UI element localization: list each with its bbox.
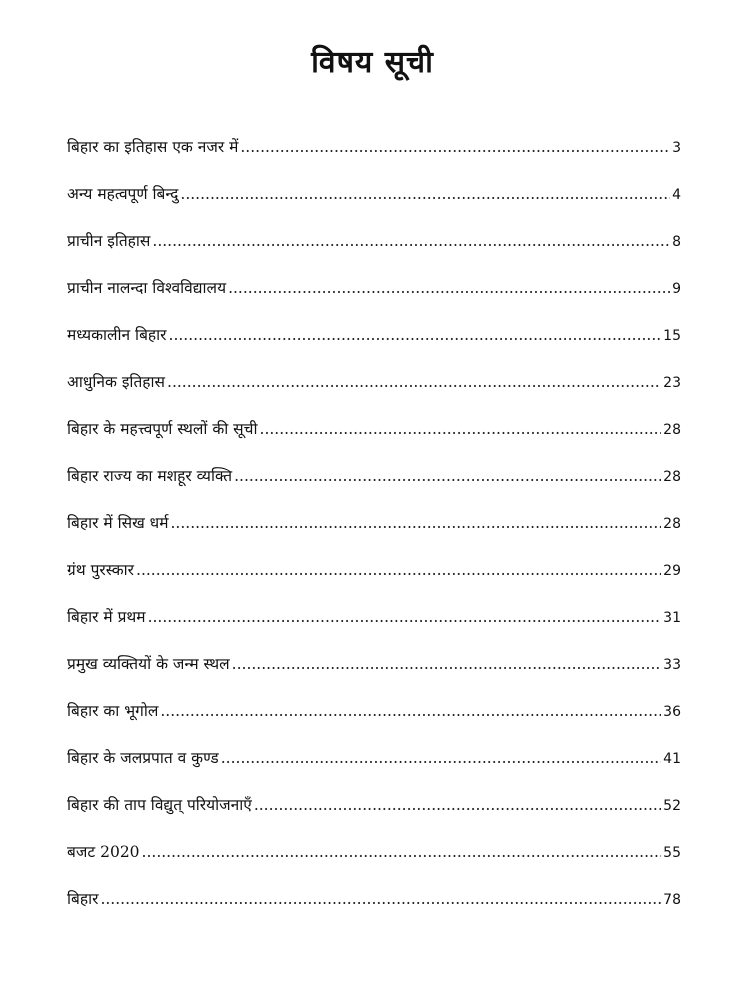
toc-entry-page: 8 [672, 234, 681, 250]
toc-entry [67, 276, 681, 323]
toc-entry [67, 652, 681, 699]
toc-entry [67, 511, 681, 558]
toc-entry [67, 793, 681, 840]
toc-entry-label: बजट 2020 [67, 843, 140, 861]
toc-entry [67, 699, 681, 746]
toc-entry [67, 840, 681, 887]
toc-entry-page: 15 [663, 328, 681, 344]
toc-entry-page: 29 [663, 563, 681, 579]
toc-entry [67, 182, 681, 229]
toc-entry-page: 23 [663, 375, 681, 391]
toc-entry-page: 36 [663, 704, 681, 720]
toc-leader-dots [100, 890, 661, 908]
toc-entry [67, 323, 681, 370]
toc-leader-dots [152, 232, 670, 250]
toc-entry [67, 605, 681, 652]
toc-entry-page: 78 [663, 892, 681, 908]
toc-entry [67, 370, 681, 417]
toc-entry [67, 135, 681, 182]
toc-leader-dots [160, 702, 661, 720]
toc-entry [67, 887, 681, 934]
toc-entry-label: बिहार का भूगोल [67, 702, 159, 720]
toc-entry-page: 33 [663, 657, 681, 673]
toc-leader-dots [148, 608, 662, 626]
table-of-contents [67, 135, 681, 934]
toc-entry-page: 28 [663, 516, 681, 532]
toc-entry-page: 52 [663, 798, 681, 814]
toc-entry-label: मध्यकालीन बिहार [67, 326, 167, 344]
toc-entry [67, 417, 681, 464]
toc-entry-label: बिहार की ताप विद्युत् परियोजनाएँ [67, 796, 252, 814]
toc-entry [67, 746, 681, 793]
toc-leader-dots [240, 138, 670, 156]
toc-leader-dots [260, 420, 662, 438]
toc-entry-label: बिहार में सिख धर्म [67, 514, 169, 532]
toc-leader-dots [228, 279, 670, 297]
toc-leader-dots [180, 185, 670, 203]
toc-leader-dots [167, 373, 661, 391]
toc-entry-label: प्राचीन नालन्दा विश्वविद्यालय [67, 279, 227, 297]
toc-leader-dots [254, 796, 661, 814]
toc-entry-label: अन्य महत्वपूर्ण बिन्दु [67, 185, 179, 203]
toc-leader-dots [170, 514, 661, 532]
toc-leader-dots [169, 326, 662, 344]
toc-entry-label: आधुनिक इतिहास [67, 373, 166, 391]
toc-entry-page: 4 [672, 187, 681, 203]
toc-leader-dots [234, 467, 661, 485]
toc-leader-dots [136, 561, 661, 579]
toc-entry-page: 28 [663, 422, 681, 438]
toc-entry-page: 9 [672, 281, 681, 297]
toc-entry-page: 41 [663, 751, 681, 767]
toc-entry-label: बिहार में प्रथम [67, 608, 146, 626]
toc-entry [67, 558, 681, 605]
toc-entry [67, 229, 681, 276]
page-title: विषय सूची [311, 45, 434, 80]
toc-leader-dots [232, 655, 662, 673]
toc-entry-label: बिहार राज्य का मशहूर व्यक्ति [67, 467, 233, 485]
toc-entry-label: ग्रंथ पुरस्कार [67, 561, 135, 579]
toc-entry-label: बिहार के जलप्रपात व कुण्ड [67, 749, 219, 767]
toc-entry-page: 55 [663, 845, 681, 861]
toc-entry-label: प्रमुख व्यक्तियों के जन्म स्थल [67, 655, 230, 673]
toc-entry-label: बिहार का इतिहास एक नजर में [67, 138, 239, 156]
toc-entry-label: बिहार [67, 890, 99, 908]
toc-entry-page: 28 [663, 469, 681, 485]
toc-entry-label: बिहार के महत्त्वपूर्ण स्थलों की सूची [67, 420, 258, 438]
toc-entry [67, 464, 681, 511]
toc-leader-dots [142, 843, 662, 861]
toc-entry-page: 3 [672, 140, 681, 156]
toc-leader-dots [221, 749, 661, 767]
toc-entry-page: 31 [663, 610, 681, 626]
toc-entry-label: प्राचीन इतिहास [67, 232, 151, 250]
